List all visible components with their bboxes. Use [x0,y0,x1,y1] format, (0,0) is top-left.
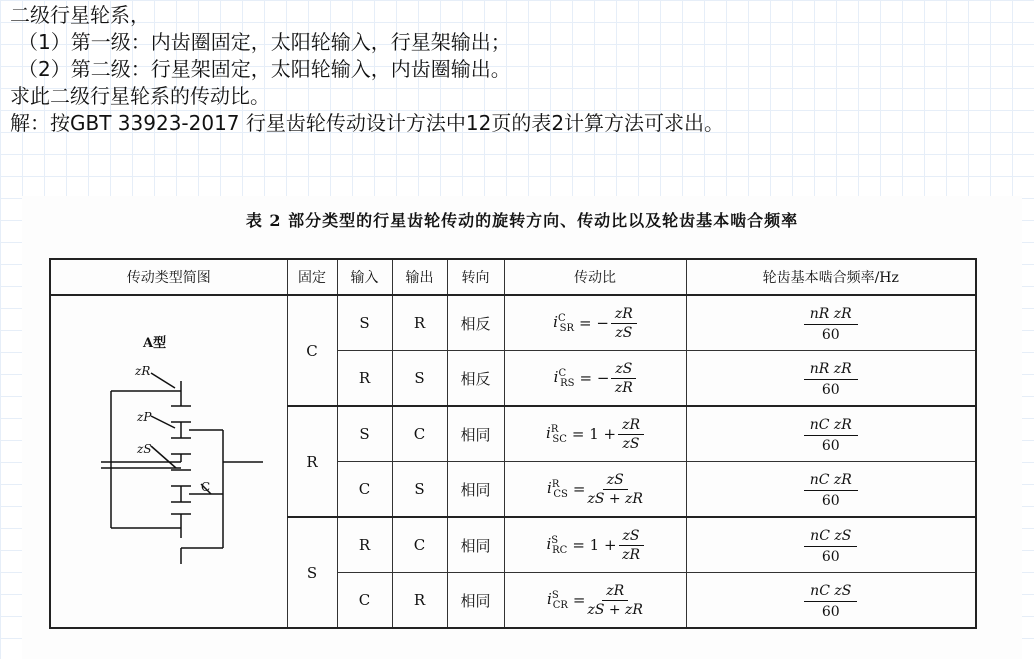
input-cell: R [337,351,392,407]
gear-ratio-table [49,258,977,629]
ratio-formula [547,472,643,507]
ratio-fraction [587,472,643,507]
diagram-type-label: A型 [143,336,167,351]
ratio-subscript: CR [552,599,568,611]
ratio-formula [546,528,643,563]
frequency-cell [686,462,976,518]
table-row [50,295,976,351]
ratio-symbol: i [553,312,558,331]
output-cell: R [392,295,447,351]
ratio-superscript: C [557,312,566,324]
fixed-cell: C [287,295,337,406]
input-cell: R [337,517,392,573]
header-output: 输出 [392,259,447,295]
frequency-denominator: 60 [821,381,840,398]
ratio-lhs [547,590,568,611]
problem-line-1: 二级行星轮系， [10,3,150,27]
problem-line-5: 解：按GBT 33923-2017 行星齿轮传动设计方法中12页的表2计算方法可求出。 [10,111,725,135]
frequency-numerator: nC zR [804,417,858,436]
ratio-numerator: zS [611,361,636,379]
frequency-cell [686,295,976,351]
frequency-numerator: nR zR [804,306,858,325]
frequency-cell [686,351,976,407]
frequency-numerator: nC zS [804,583,857,602]
ratio-lhs [546,424,567,445]
ratio-cell [504,517,686,573]
frequency-numerator: nC zR [804,472,858,491]
ratio-superscript: R [551,478,560,490]
problem-statement [10,2,1030,137]
direction-cell: 相同 [447,573,504,629]
ratio-operator: = − [579,314,609,332]
direction-cell: 相反 [447,295,504,351]
ratio-numerator: zS [603,472,628,490]
frequency-numerator: nC zS [804,528,857,547]
diagram-cell [50,295,287,628]
header-input: 输入 [337,259,392,295]
ratio-cell [504,351,686,407]
ratio-numerator: zR [602,583,628,601]
output-cell: R [392,573,447,629]
header-diagram: 传动类型简图 [50,259,287,295]
table-scan-image [22,196,1022,659]
ratio-operator: = [572,480,586,498]
frequency-numerator: nR zR [804,361,858,380]
ratio-operator: = [572,591,586,609]
ratio-numerator: zS [619,528,644,546]
ratio-formula [547,583,643,618]
frequency-denominator: 60 [821,492,840,509]
ratio-subscript: RC [552,544,568,556]
ratio-symbol: i [553,367,559,386]
ratio-formula [546,417,644,452]
label-zS: zS [137,442,152,456]
ratio-lhs [547,479,568,500]
label-zR: zR [135,364,151,378]
ratio-cell [504,295,686,351]
ratio-fraction [611,361,636,396]
ratio-symbol: i [547,478,552,497]
ratio-subscript: SR [559,322,575,334]
ratio-formula [553,306,637,341]
frequency-fraction [804,472,858,509]
ratio-denominator: zS + zR [587,601,643,618]
ratio-operator: = 1 + [572,536,617,554]
header-frequency: 轮齿基本啮合频率/Hz [686,259,976,295]
label-carrier: C [201,480,211,494]
frequency-cell [686,573,976,629]
ratio-cell [504,406,686,462]
fixed-cell: S [287,517,337,628]
frequency-cell [686,517,976,573]
ratio-superscript: C [558,367,567,379]
ratio-superscript: S [551,589,559,601]
problem-line-3: （2）第二级：行星架固定，太阳轮输入，内齿圈输出。 [18,57,511,81]
ratio-symbol: i [546,534,552,553]
ratio-operator: = 1 + [571,425,617,443]
ratio-fraction [611,306,637,341]
output-cell: C [392,406,447,462]
ratio-cell [504,573,686,629]
input-cell: S [337,406,392,462]
output-cell: C [392,517,447,573]
ratio-cell [504,462,686,518]
ratio-fraction [618,417,644,452]
input-cell: S [337,295,392,351]
header-ratio: 传动比 [504,259,686,295]
fixed-cell: R [287,406,337,517]
ratio-lhs [553,313,574,334]
frequency-denominator: 60 [821,548,840,565]
output-cell: S [392,462,447,518]
ratio-operator: = − [579,369,610,387]
header-direction: 转向 [447,259,504,295]
ratio-formula [554,361,637,396]
frequency-fraction [804,417,858,454]
ratio-denominator: zR [622,546,640,563]
frequency-fraction [804,306,858,343]
ratio-superscript: S [551,534,559,546]
problem-line-2: （1）第一级：内齿圈固定，太阳轮输入，行星架输出； [18,30,511,54]
frequency-denominator: 60 [821,603,840,620]
table-caption: 表 2 部分类型的行星齿轮传动的旋转方向、传动比以及轮齿基本啮合频率 [245,211,799,230]
planetary-gear-schematic [51,296,288,626]
ratio-subscript: SC [552,433,567,445]
ratio-lhs [546,535,567,556]
ratio-subscript: RS [560,377,575,389]
ratio-denominator: zR [614,379,633,396]
frequency-denominator: 60 [821,326,840,343]
ratio-symbol: i [546,423,551,442]
frequency-fraction [804,528,857,565]
ratio-symbol: i [547,589,552,608]
ratio-lhs [554,368,575,389]
frequency-cell [686,406,976,462]
gear-diagram [51,296,288,626]
ratio-superscript: R [550,423,559,435]
table-header-row [50,259,976,295]
ratio-denominator: zS [622,435,640,452]
input-cell: C [337,462,392,518]
ratio-denominator: zS [615,324,633,341]
direction-cell: 相同 [447,406,504,462]
direction-cell: 相同 [447,517,504,573]
frequency-fraction [804,583,857,620]
ratio-fraction [619,528,644,563]
output-cell: S [392,351,447,407]
label-zP: zP [137,410,152,424]
ratio-subscript: CS [553,488,568,500]
header-fixed: 固定 [287,259,337,295]
direction-cell: 相反 [447,351,504,407]
problem-line-4: 求此二级行星轮系的传动比。 [10,84,270,108]
ratio-denominator: zS + zR [587,490,643,507]
direction-cell: 相同 [447,462,504,518]
frequency-fraction [804,361,858,398]
frequency-denominator: 60 [821,437,840,454]
ratio-numerator: zR [611,306,637,324]
input-cell: C [337,573,392,629]
ratio-numerator: zR [618,417,644,435]
ratio-fraction [587,583,643,618]
